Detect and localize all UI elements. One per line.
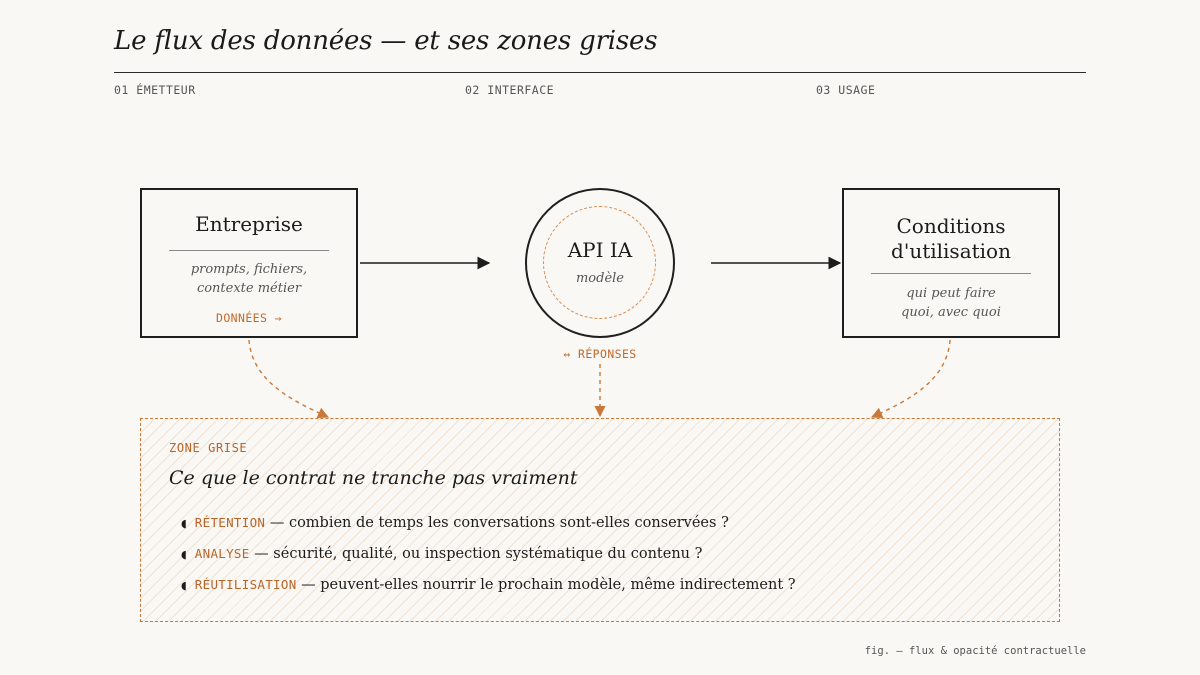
emitter-box [140,188,358,338]
zone-item-retention [181,515,729,531]
api-circle [525,188,675,338]
page-title: Le flux des données — et ses zones grises [114,26,658,56]
usage-subtitle-line1: qui peut faire [906,286,996,301]
zone-item-key: RÉTENTION [194,515,266,530]
bullet-icon: ◖ [181,517,187,530]
flow-label-responses: ↔ RÉPONSES [563,347,637,361]
column-label-emitter: 01 ÉMETTEUR [114,83,196,97]
emitter-subtitle-line2: contexte métier [196,281,302,296]
grey-zone-panel [140,418,1060,622]
zone-heading: Ce que le contrat ne tranche pas vraiment [169,467,578,489]
api-title: API IA [567,238,633,262]
zone-item-analysis [181,546,702,562]
emitter-divider [169,250,329,251]
usage-subtitle-line2: quoi, avec quoi [901,305,1001,320]
zone-item-reuse [181,577,796,593]
emitter-subtitle-line1: prompts, fichiers, [190,262,308,277]
bullet-icon: ◖ [181,579,187,592]
usage-title-line1: Conditions [896,214,1006,238]
api-subtitle: modèle [575,271,625,286]
dashed-arrow-usage-to-zone [872,340,950,417]
flow-label-data: DONNÉES → [216,311,282,325]
zone-item-key: ANALYSE [194,546,250,561]
emitter-title: Entreprise [195,212,303,236]
api-inner-dashed-circle [543,206,656,319]
zone-item-key: RÉUTILISATION [194,577,297,592]
dashed-arrow-emitter-to-zone [249,340,328,417]
usage-divider [871,273,1031,274]
usage-title-line2: d'utilisation [891,239,1011,263]
usage-box [842,188,1060,338]
zone-item-text: — peuvent-elles nourrir le prochain modèle, même indirectement ? [296,577,796,593]
zone-label: ZONE GRISE [169,441,248,455]
figure-caption: fig. — flux & opacité contractuelle [864,645,1086,657]
column-label-usage: 03 USAGE [816,83,876,97]
zone-item-text: — combien de temps les conversations sont-elles conservées ? [265,515,729,531]
bullet-icon: ◖ [181,548,187,561]
column-label-interface: 02 INTERFACE [465,83,555,97]
zone-item-text: — sécurité, qualité, ou inspection systématique du contenu ? [249,546,703,562]
